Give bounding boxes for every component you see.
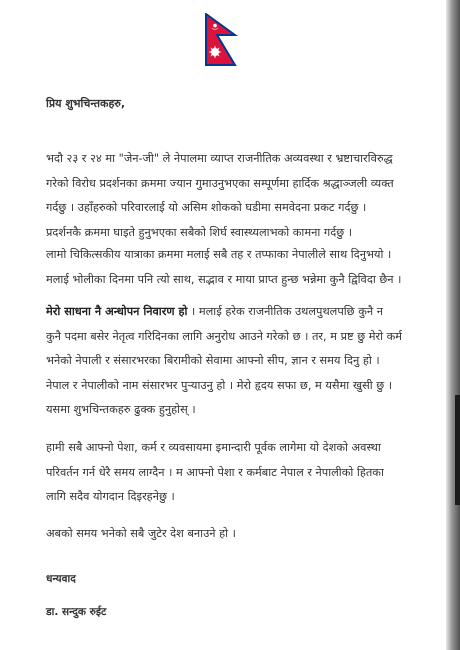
paragraph-line: प्रदर्शनकै क्रममा घाइते हुनुभएका सबैको शिर्घ स्वास्थ्यलाभको कामना गर्दछु । <box>46 225 353 239</box>
paragraph-line: लामो चिकित्सकीय यात्राका क्रममा मलाई सबै तह र तप्फाका नेपालीले साथ दिनुभयो । <box>46 248 392 261</box>
paragraph-line <box>46 300 431 325</box>
mission-lead-text: मेरो साधना नै अन्धोपन निवारण हो <box>46 305 188 318</box>
paragraph-mission <box>46 300 431 423</box>
paragraph-line: लागि सदैव योगदान दिइरहनेछु । <box>46 490 175 503</box>
paragraph-closing: अबको समय भनेको सबै जुटेर देश बनाउने हो । <box>46 527 236 540</box>
paragraph-line: भदौ २३ र २४ मा "जेन-जी" ले नेपालमा व्याप्त राजनीतिक अव्यवस्था र भ्रष्टाचारविरुद्ध <box>46 152 393 165</box>
background-edge <box>446 0 460 650</box>
signature: डा. सन्दुक रुईट <box>46 606 107 618</box>
paragraph-line: यसमा शुभचिन्तकहरु ढुक्क हुनुहोस् । <box>46 403 196 416</box>
paragraph-line: कुनै पदमा बसेर नेतृत्व गरिदिनका लागि अनुरोध आउने गरेको छ । तर, म प्रष्ट छु मेरो कर्म <box>46 329 403 343</box>
thanks-text: धन्यवाद <box>46 573 76 585</box>
paragraph-hard-work <box>46 436 431 510</box>
background-shadow <box>455 395 460 505</box>
paragraph-condolence <box>46 147 431 245</box>
paragraph-line: गरेको विरोध प्रदर्शनका क्रममा ज्यान गुमाउनुभएका सम्पूर्णमा हार्दिक श्रद्धाञ्जली व्यक्त <box>46 176 394 190</box>
paragraph-line: हामी सबै आफ्नो पेशा, कर्म र व्यवसायमा इमान्दारी पूर्वक लागेमा यो देशको अवस्था <box>46 441 381 454</box>
paragraph-line: मलाई भोलीका दिनमा पनि त्यो साथ, सद्भाव र माया प्राप्त हुन्छ भन्नेमा कुनै द्विविदा छैन । <box>46 272 402 286</box>
greeting: प्रिय शुभचिन्तकहरु, <box>46 97 126 110</box>
paragraph-line: नेपाल र नेपालीको नाम संसारभर पुर्‍याउनु हो । मेरो हृदय सफा छ, म यसैमा खुसी छु । <box>46 378 393 392</box>
paragraph-line: परिवर्तन गर्न धेरै समय लाग्दैन । म आफ्नो पेशा र कर्मबाट नेपाल र नेपालीको हितका <box>46 465 384 479</box>
paragraph-text: । मलाई हरेक राजनीतिक उथलपुथलपछि कुनै न <box>187 305 383 318</box>
nepal-flag-icon <box>204 13 238 67</box>
paragraph-line: भनेको नेपाली र संसारभरका बिरामीको सेवामा आफ्नो सीप, ज्ञान र समय दिनु हो । <box>46 354 380 367</box>
paragraph-line: गर्दछु । उहाँहरुको परिवारलाई यो असिम शोकको घडीमा समवेदना प्रकट गर्दछु । <box>46 201 367 214</box>
paragraph-support <box>46 243 431 292</box>
